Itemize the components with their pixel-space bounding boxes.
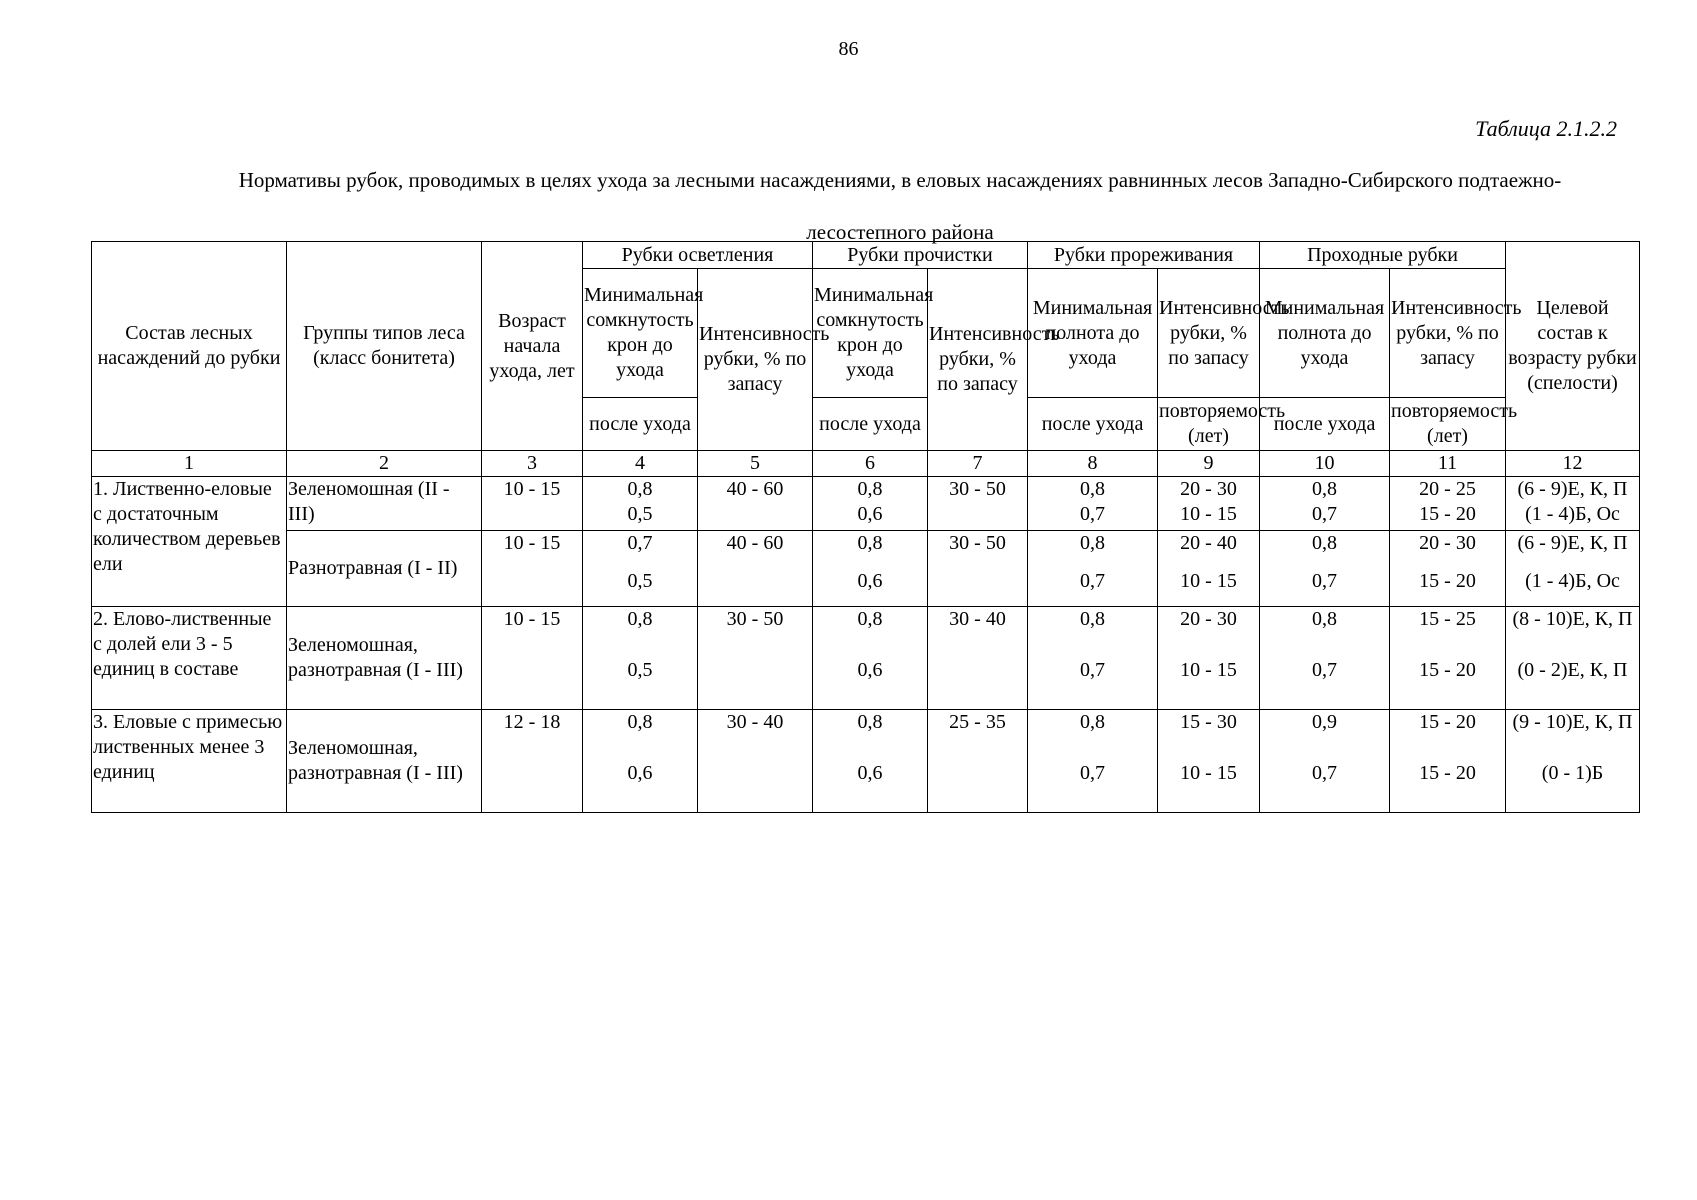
column-number: 12 [1506,451,1640,477]
header-after-3: после ухода [1028,398,1158,451]
header-min-density-4: Минимальная полнота до ухода [1260,269,1390,398]
table-row [92,607,1640,710]
column-number: 7 [928,451,1028,477]
value-cell: 40 - 60 [698,477,813,531]
value-cell: (9 - 10)Е, К, П (0 - 1)Б [1506,710,1640,813]
value-cell: 0,8 0,6 [813,710,928,813]
value-cell: 0,8 0,7 [1260,531,1390,607]
forest-type-cell: Зеленомошная, разнотравная (I - III) [287,710,482,813]
header-start-age: Возраст начала ухода, лет [482,242,583,451]
column-number: 3 [482,451,583,477]
header-row-groups [92,242,1640,269]
header-group-thinning: Рубки прореживания [1028,242,1260,269]
value-cell: 0,8 0,6 [813,477,928,531]
column-numbers-row [92,451,1640,477]
column-number: 6 [813,451,928,477]
composition-cell: 1. Лиственно-еловые с достаточным количеством деревьев ели [92,477,287,607]
column-number: 11 [1390,451,1506,477]
header-group-cleaning: Рубки прочистки [813,242,1028,269]
table-caption: Таблица 2.1.2.2 [1475,116,1617,141]
table-row [92,477,1640,531]
value-cell: (6 - 9)Е, К, П (1 - 4)Б, Ос [1506,531,1640,607]
header-min-closure-1: Минимальная сомкнутость крон до ухода [583,269,698,398]
value-cell: 20 - 30 10 - 15 [1158,607,1260,710]
value-cell: 0,8 0,7 [1028,607,1158,710]
composition-cell: 2. Елово-лиственные с долей ели 3 - 5 единиц в составе [92,607,287,710]
header-min-closure-2: Минимальная сомкнутость крон до ухода [813,269,928,398]
value-cell: 30 - 50 [928,531,1028,607]
header-intensity-2: Интенсивность рубки, % по запасу [928,269,1028,451]
value-cell: 0,8 0,7 [1028,477,1158,531]
table-row [92,531,1640,607]
value-cell: 15 - 30 10 - 15 [1158,710,1260,813]
header-after-1: после ухода [583,398,698,451]
value-cell: 20 - 40 10 - 15 [1158,531,1260,607]
norms-table [91,241,1640,813]
header-after-4: после ухода [1260,398,1390,451]
value-cell: 25 - 35 [928,710,1028,813]
value-cell: 30 - 40 [928,607,1028,710]
value-cell: 0,8 0,7 [1260,607,1390,710]
value-cell: 20 - 25 15 - 20 [1390,477,1506,531]
table-title: Нормативы рубок, проводимых в целях ухода за лесными насаждениями, в еловых насаждениях равнинных лесов Западно-Сибирского подтаежно-лесостепного района [238,168,1562,244]
start-age-cell: 12 - 18 [482,710,583,813]
header-forest-type: Группы типов леса (класс бонитета) [287,242,482,451]
value-cell: 0,9 0,7 [1260,710,1390,813]
value-cell: 15 - 25 15 - 20 [1390,607,1506,710]
value-cell: 0,8 0,6 [813,607,928,710]
header-repeat-4: повторяемость (лет) [1390,398,1506,451]
value-cell: 40 - 60 [698,531,813,607]
header-min-density-3: Минимальная полнота до ухода [1028,269,1158,398]
column-number: 10 [1260,451,1390,477]
header-target-composition: Целевой состав к возрасту рубки (спелости) [1506,242,1640,451]
header-group-clearing: Рубки осветления [583,242,813,269]
value-cell: 0,8 0,6 [813,531,928,607]
value-cell: 0,7 0,5 [583,531,698,607]
column-number: 4 [583,451,698,477]
column-number: 8 [1028,451,1158,477]
forest-type-cell: Зеленомошная (II - III) [287,477,482,531]
composition-cell: 3. Еловые с примесью лиственных менее 3 единиц [92,710,287,813]
start-age-cell: 10 - 15 [482,477,583,531]
value-cell: 20 - 30 15 - 20 [1390,531,1506,607]
start-age-cell: 10 - 15 [482,531,583,607]
value-cell: 0,8 0,7 [1028,531,1158,607]
value-cell: 0,8 0,6 [583,710,698,813]
header-composition: Состав лесных насаждений до рубки [92,242,287,451]
value-cell: 0,8 0,7 [1260,477,1390,531]
value-cell: 0,8 0,5 [583,477,698,531]
value-cell: 30 - 40 [698,710,813,813]
value-cell: 30 - 50 [928,477,1028,531]
table-row [92,710,1640,813]
header-intensity-3: Интенсивность рубки, % по запасу [1158,269,1260,398]
value-cell: 20 - 30 10 - 15 [1158,477,1260,531]
column-number: 2 [287,451,482,477]
value-cell: 0,8 0,5 [583,607,698,710]
value-cell: (6 - 9)Е, К, П (1 - 4)Б, Ос [1506,477,1640,531]
header-repeat-3: повторяемость (лет) [1158,398,1260,451]
page-number: 86 [838,38,859,60]
value-cell: 30 - 50 [698,607,813,710]
column-number: 5 [698,451,813,477]
column-number: 9 [1158,451,1260,477]
value-cell: (8 - 10)Е, К, П (0 - 2)Е, К, П [1506,607,1640,710]
start-age-cell: 10 - 15 [482,607,583,710]
header-after-2: после ухода [813,398,928,451]
column-number: 1 [92,451,287,477]
forest-type-cell: Зеленомошная, разнотравная (I - III) [287,607,482,710]
header-intensity-1: Интенсивность рубки, % по запасу [698,269,813,451]
forest-type-cell: Разнотравная (I - II) [287,531,482,607]
header-group-passage: Проходные рубки [1260,242,1506,269]
header-intensity-4: Интенсивность рубки, % по запасу [1390,269,1506,398]
value-cell: 0,8 0,7 [1028,710,1158,813]
value-cell: 15 - 20 15 - 20 [1390,710,1506,813]
